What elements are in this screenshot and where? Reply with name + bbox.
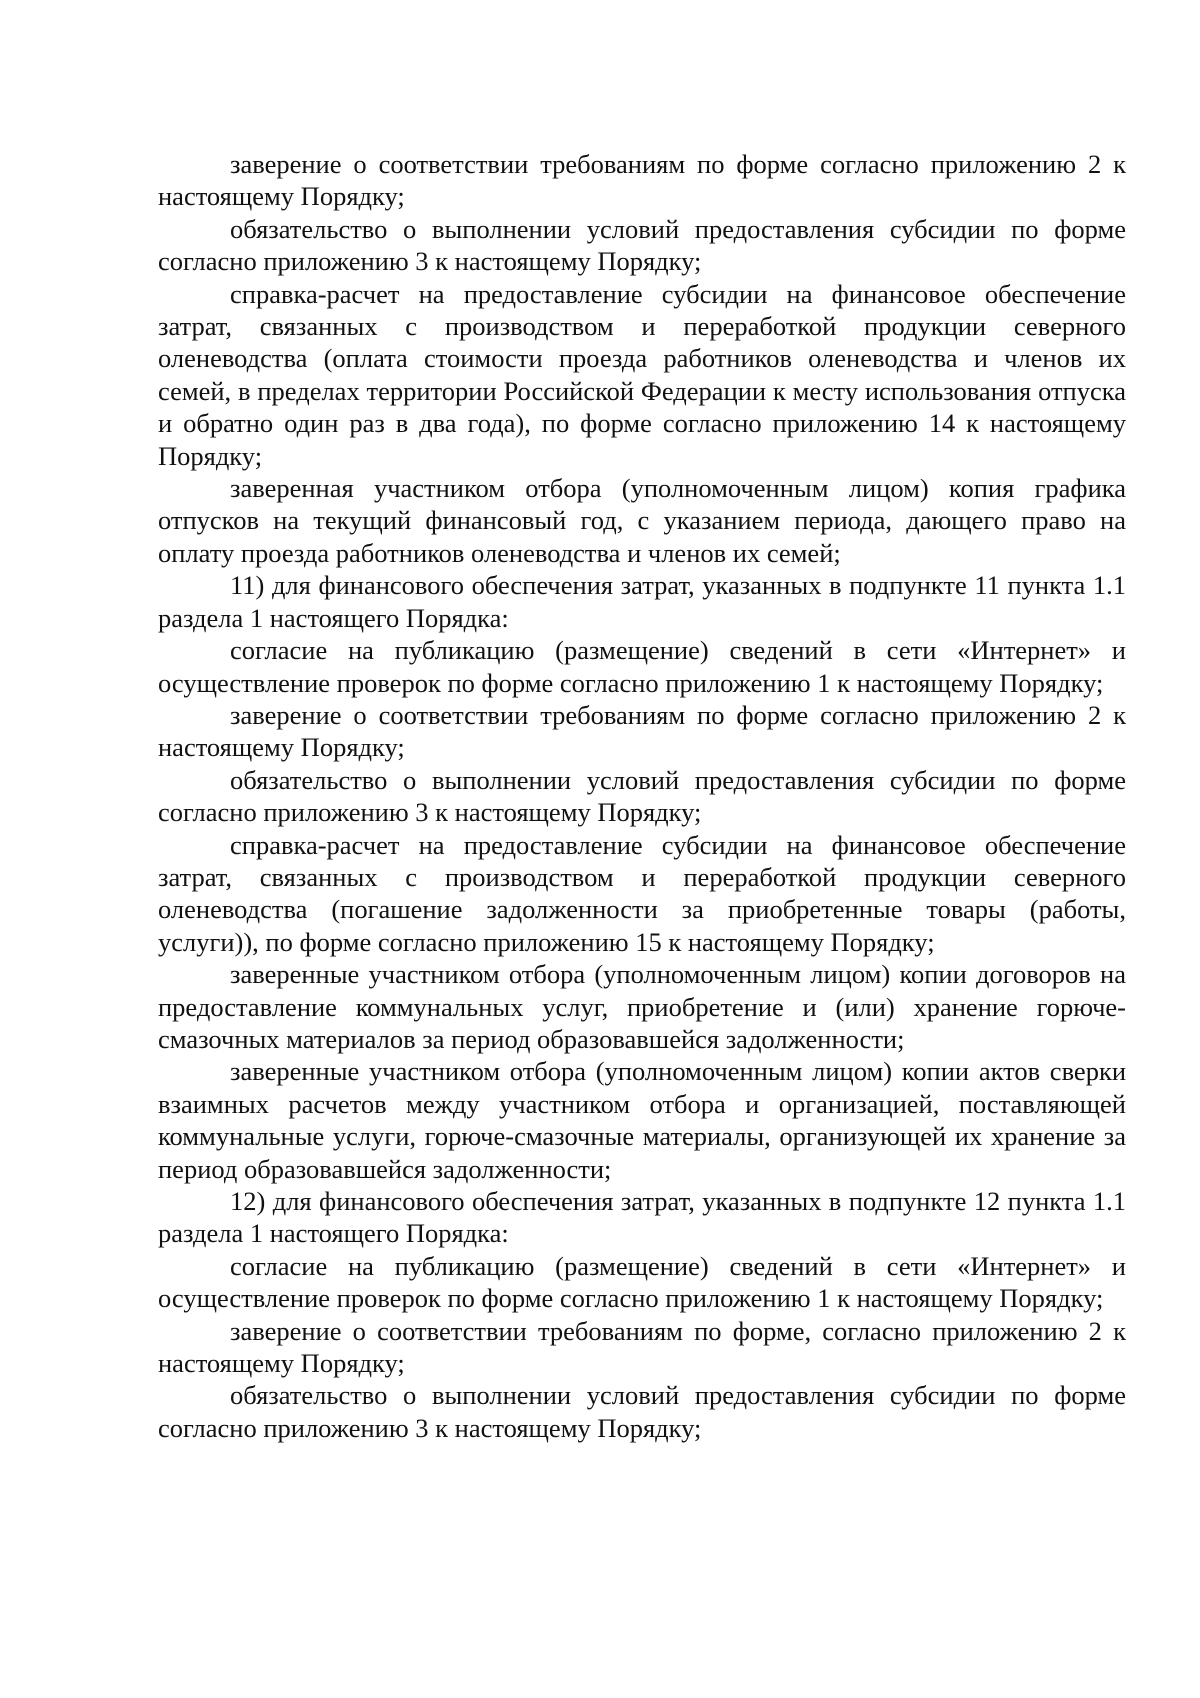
paragraph-02: обязательство о выполнении условий предоставления субсидии по форме согласно приложению 3 к настоящему Порядку;	[158, 213, 1126, 277]
paragraph-06: согласие на публикацию (размещение) сведений в сети «Интернет» и осуществление проверок по форме согласно приложению 1 к настоящему Порядку;	[158, 635, 1126, 698]
paragraph-09: справка-расчет на предоставление субсидии на финансовое обеспечение затрат, связанных с производством и переработкой продукции северного оленеводства (погашение задолженности за приобретенные товары (работы, услуги)), по форме согласно приложению 15 к настоящему Порядку;	[158, 829, 1126, 957]
document-body	[158, 148, 1126, 1444]
paragraph-05: 11) для финансового обеспечения затрат, указанных в подпункте 11 пункта 1.1 раздела 1 настоящего Порядка:	[158, 570, 1126, 633]
paragraph-10: заверенные участником отбора (уполномоченным лицом) копии договоров на предоставление коммунальных услуг, приобретение и (или) хранение горюче-смазочных материалов за период образовавшейся задолженности;	[158, 959, 1126, 1054]
paragraph-13: согласие на публикацию (размещение) сведений в сети «Интернет» и осуществление проверок по форме согласно приложению 1 к настоящему Порядку;	[158, 1250, 1126, 1314]
paragraph-07: заверение о соответствии требованиям по форме согласно приложению 2 к настоящему Порядку;	[158, 699, 1126, 763]
paragraph-12: 12) для финансового обеспечения затрат, указанных в подпункте 12 пункта 1.1 раздела 1 настоящего Порядка:	[158, 1186, 1126, 1249]
paragraph-01: заверение о соответствии требованиям по форме согласно приложению 2 к настоящему Порядку;	[158, 149, 1126, 212]
paragraph-08: обязательство о выполнении условий предоставления субсидии по форме согласно приложению 3 к настоящему Порядку;	[158, 764, 1126, 828]
paragraph-04: заверенная участником отбора (уполномоченным лицом) копия графика отпусков на текущий финансовый год, с указанием периода, дающего право на оплату проезда работников оленеводства и членов их семей;	[158, 473, 1126, 568]
paragraph-03: справка-расчет на предоставление субсидии на финансовое обеспечение затрат, связанных с производством и переработкой продукции северного оленеводства (оплата стоимости проезда работников оленеводства и членов их семей, в пределах территории Российской Федерации к месту использования отпуска и обратно один раз в два года), по форме согласно приложению 14 к настоящему Порядку;	[158, 278, 1126, 471]
paragraph-14: заверение о соответствии требованиям по форме, согласно приложению 2 к настоящему Порядку;	[158, 1315, 1126, 1379]
paragraph-11: заверенные участником отбора (уполномоченным лицом) копии актов сверки взаимных расчетов между участником отбора и организацией, поставляющей коммунальные услуги, горюче-смазочные материалы, организующей их хранение за период образовавшейся задолженности;	[158, 1056, 1126, 1184]
paragraph-15: обязательство о выполнении условий предоставления субсидии по форме согласно приложению 3 к настоящему Порядку;	[158, 1380, 1126, 1443]
